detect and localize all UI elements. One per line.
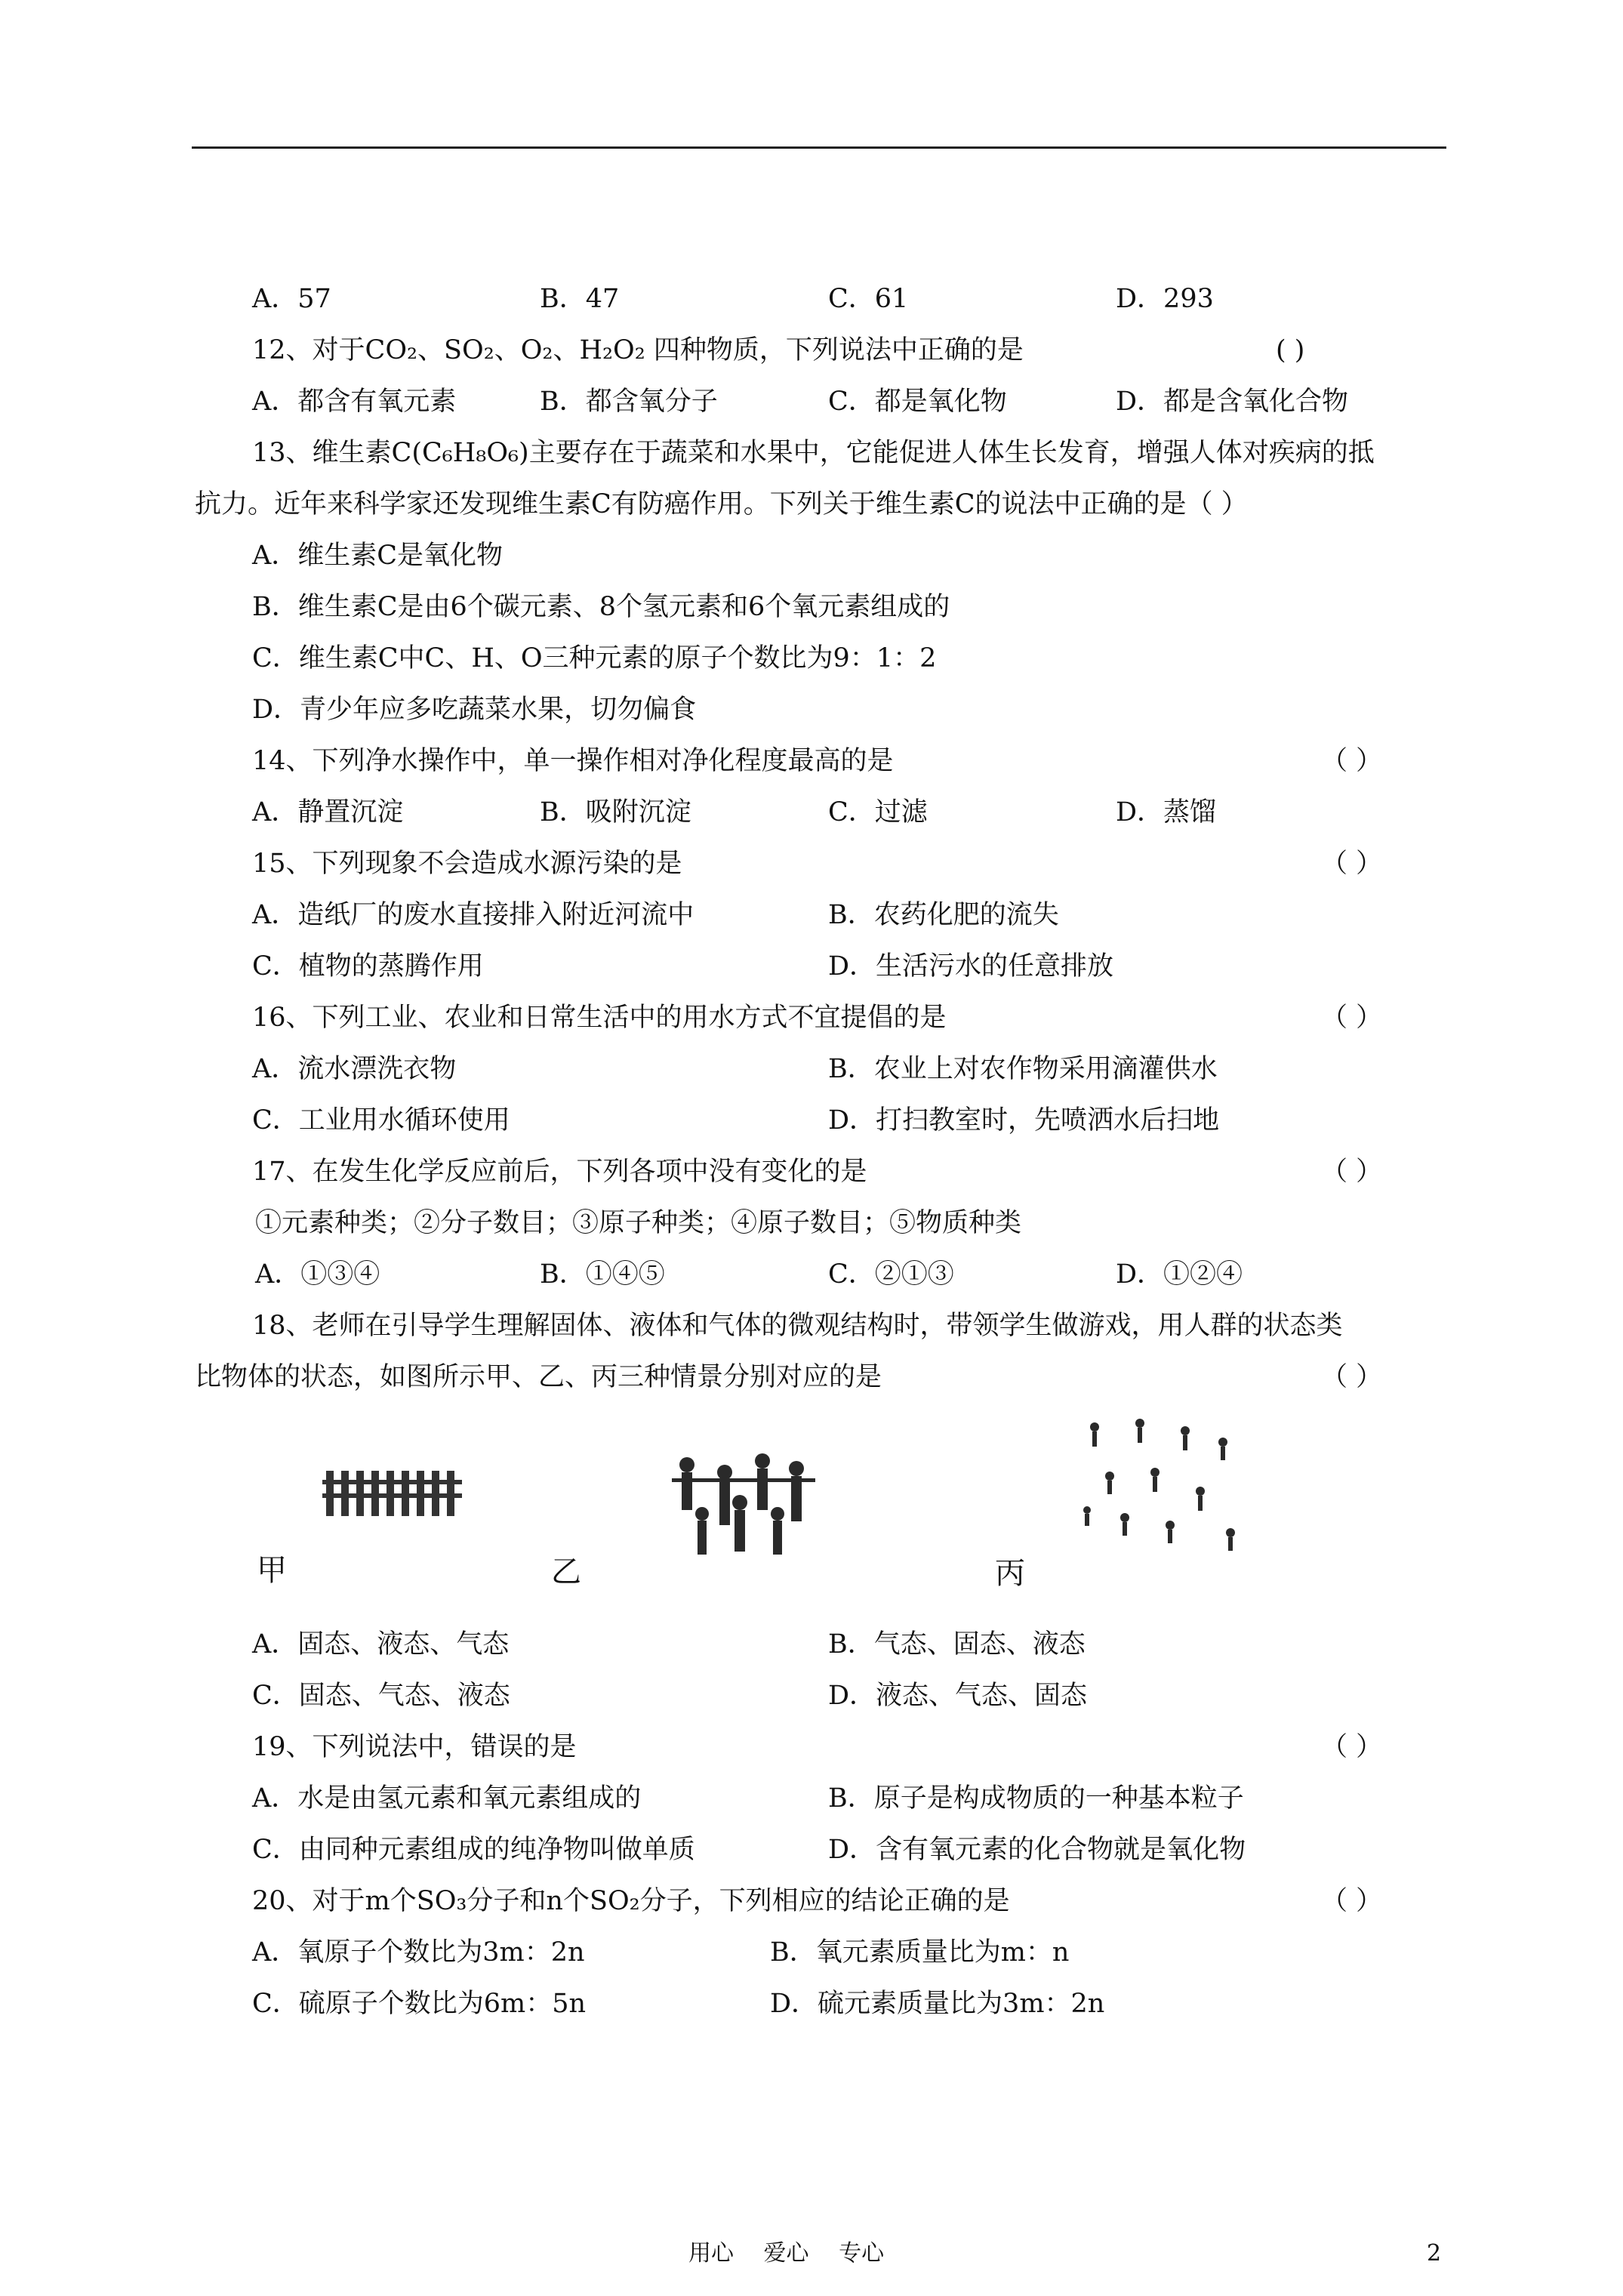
gas-scene-image [1072, 1412, 1246, 1563]
option-d: D．都是含氧化合物 [1116, 387, 1349, 417]
option-c: C．工业用水循环使用 [252, 1105, 510, 1136]
option-b: B．农药化肥的流失 [828, 900, 1059, 930]
option-b: B．农业上对农作物采用滴灌供水 [828, 1054, 1218, 1084]
question-text: 比物体的状态，如图所示甲、乙、丙三种情景分别对应的是 [195, 1362, 882, 1392]
q17-options [0, 1252, 1623, 1297]
q18-stem-line1 [0, 1303, 1623, 1348]
page-number: 2 [1427, 2240, 1442, 2267]
q20-options-ab [0, 1930, 1623, 1975]
q13-option-a [0, 533, 1623, 578]
question-text: 17、在发生化学反应前后，下列各项中没有变化的是 [252, 1157, 867, 1187]
option-d: D．生活污水的任意排放 [828, 951, 1114, 982]
option-c: C．硫原子个数比为6m：5n [252, 1989, 587, 2019]
item-list: ①元素种类；②分子数目；③原子种类；④原子数目；⑤物质种类 [255, 1208, 1022, 1238]
option-c: C．61 [828, 284, 909, 314]
q15-options-cd [0, 944, 1623, 989]
option-a: A．固态、液态、气态 [252, 1629, 510, 1660]
option-c: C．固态、气态、液态 [252, 1681, 510, 1711]
q14-options [0, 790, 1623, 835]
question-text: 20、对于m个SO₃分子和n个SO₂分子，下列相应的结论正确的是 [252, 1886, 1010, 1916]
answer-paren: （ ） [1321, 1732, 1383, 1762]
question-text: 16、下列工业、农业和日常生活中的用水方式不宜提倡的是 [252, 1003, 947, 1033]
option-c: C．维生素C中C、H、O三种元素的原子个数比为9：1：2 [252, 643, 937, 673]
fig-label-bing: 丙 [995, 1556, 1025, 1591]
option-c: C．过滤 [828, 797, 928, 827]
option-b: B．原子是构成物质的一种基本粒子 [828, 1783, 1244, 1814]
q18-figure [249, 1412, 1306, 1593]
answer-paren: （ ） [1321, 1157, 1383, 1187]
q13-stem-line2 [0, 482, 1623, 527]
option-b: B．47 [540, 284, 620, 314]
option-a: A．水是由氢元素和氧元素组成的 [252, 1783, 642, 1814]
option-c: C．都是氧化物 [828, 387, 1007, 417]
answer-paren: （ ） [1321, 1886, 1383, 1916]
option-a: A．57 [252, 284, 331, 314]
question-text: 18、老师在引导学生理解固体、液体和气体的微观结构时，带领学生做游戏，用人群的状态类 [252, 1311, 1343, 1341]
option-d: D．蒸馏 [1116, 797, 1217, 827]
q13-stem-line1 [0, 430, 1623, 476]
answer-paren: （ ） [1321, 849, 1383, 879]
fig-label-yi: 乙 [551, 1555, 581, 1589]
q15-options-ab [0, 892, 1623, 938]
answer-paren: （ ） [1321, 1362, 1383, 1392]
q14-stem [0, 738, 1623, 784]
option-d: D．青少年应多吃蔬菜水果，切勿偏食 [252, 695, 697, 725]
option-b: B．氧元素质量比为m：n [770, 1937, 1070, 1968]
option-a: A．造纸厂的废水直接排入附近河流中 [252, 900, 694, 930]
option-a: A．①③④ [255, 1259, 380, 1290]
option-d: D．①②④ [1116, 1259, 1243, 1290]
q13-option-c [0, 636, 1623, 681]
question-text: 19、下列说法中，错误的是 [252, 1732, 577, 1762]
q12-stem [0, 328, 1623, 373]
q19-stem [0, 1724, 1623, 1770]
option-d: D．打扫教室时，先喷洒水后扫地 [828, 1105, 1220, 1136]
option-d: D．293 [1116, 284, 1214, 314]
liquid-scene-image [657, 1442, 838, 1563]
q18-options-ab [0, 1622, 1623, 1667]
option-c: C．植物的蒸腾作用 [252, 951, 484, 982]
q11-options [0, 276, 1623, 322]
q20-stem [0, 1878, 1623, 1924]
q17-stem [0, 1149, 1623, 1194]
option-c: C．由同种元素组成的纯净物叫做单质 [252, 1835, 695, 1865]
option-a: A．都含有氧元素 [252, 387, 457, 417]
option-d: D．含有氧元素的化合物就是氧化物 [828, 1835, 1246, 1865]
q12-options [0, 379, 1623, 424]
option-b: B．吸附沉淀 [540, 797, 691, 827]
option-b: B．①④⑤ [540, 1259, 665, 1290]
q13-option-d [0, 687, 1623, 732]
question-text: 14、下列净水操作中，单一操作相对净化程度最高的是 [252, 746, 894, 776]
header-rule [192, 146, 1446, 149]
q18-options-cd [0, 1673, 1623, 1718]
option-a: A．静置沉淀 [252, 797, 404, 827]
option-b: B．维生素C是由6个碳元素、8个氢元素和6个氧元素组成的 [252, 592, 950, 622]
option-b: B．气态、固态、液态 [828, 1629, 1086, 1660]
fig-label-jia: 甲 [257, 1553, 287, 1588]
option-a: A．氧原子个数比为3m：2n [252, 1937, 585, 1968]
q19-options-cd [0, 1827, 1623, 1872]
footer-motto: 用心 爱心 专心 [688, 2240, 885, 2267]
q19-options-ab [0, 1776, 1623, 1821]
q15-stem [0, 841, 1623, 886]
q16-options-cd [0, 1098, 1623, 1143]
question-text: 12、对于CO₂、SO₂、O₂、H₂O₂ 四种物质，下列说法中正确的是 [252, 335, 1024, 365]
answer-paren: （ ） [1321, 1003, 1383, 1033]
option-b: B．都含氧分子 [540, 387, 718, 417]
q17-items [0, 1200, 1623, 1246]
q13-option-b [0, 584, 1623, 630]
option-a: A．维生素C是氧化物 [252, 541, 504, 571]
q20-options-cd [0, 1981, 1623, 2026]
option-d: D．液态、气态、固态 [828, 1681, 1088, 1711]
option-a: A．流水漂洗衣物 [252, 1054, 457, 1084]
answer-paren: ( ) [1276, 335, 1305, 365]
q18-stem-line2 [0, 1354, 1623, 1400]
q16-stem [0, 995, 1623, 1040]
question-text: 15、下列现象不会造成水源污染的是 [252, 849, 682, 879]
option-d: D．硫元素质量比为3m：2n [770, 1989, 1105, 2019]
q16-options-ab [0, 1046, 1623, 1092]
option-c: C．②①③ [828, 1259, 954, 1290]
solid-scene-image [319, 1465, 470, 1525]
question-text: 13、维生素C(C₆H₈O₆)主要存在于蔬菜和水果中，它能促进人体生长发育，增强人体对疾病的抵 [252, 438, 1375, 468]
question-text: 抗力。近年来科学家还发现维生素C有防癌作用。下列关于维生素C的说法中正确的是（ ） [195, 489, 1248, 519]
page-footer [0, 2235, 1623, 2273]
answer-paren: （ ） [1321, 746, 1383, 776]
